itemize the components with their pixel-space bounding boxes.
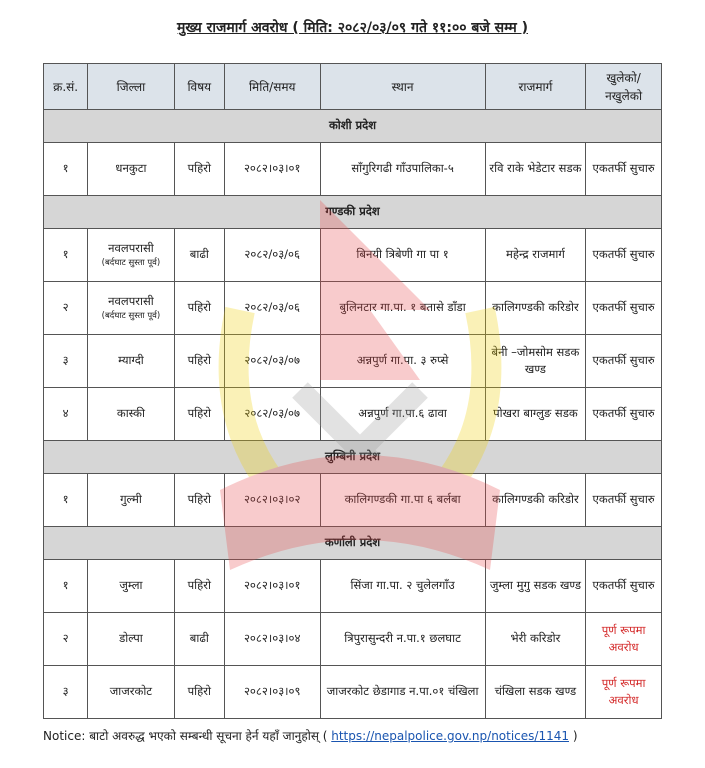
cell-sn xyxy=(44,613,88,666)
cell-sn xyxy=(44,666,88,719)
status-text: एकतर्फी सुचारु xyxy=(592,161,655,176)
cell-date xyxy=(224,229,320,282)
sn-text: १ xyxy=(62,161,69,176)
place-text: साँगुरिगढी गाँउपालिका-५ xyxy=(351,161,454,176)
cell-type xyxy=(174,335,224,388)
highway-text: कालिगण्डकी करिडोर xyxy=(492,492,579,507)
cell-district xyxy=(88,282,174,335)
district-text: जुम्ला xyxy=(119,578,143,593)
type-text: बाढी xyxy=(189,631,209,646)
cell-district xyxy=(88,560,174,613)
highway-text: जुम्ला मुगु सडक खण्ड xyxy=(489,578,582,593)
cell-status xyxy=(586,474,662,527)
table-row xyxy=(44,229,662,282)
cell-type xyxy=(174,560,224,613)
place-text: जाजरकोट छेडागाड न.पा.०१ चंखिला xyxy=(326,684,479,699)
cell-date xyxy=(224,613,320,666)
cell-highway xyxy=(485,474,586,527)
cell-place xyxy=(320,282,485,335)
sn-text: ४ xyxy=(62,406,69,421)
column-header: स्थान xyxy=(320,64,485,110)
cell-date xyxy=(224,282,320,335)
type-text: पहिरो xyxy=(187,353,211,368)
cell-date xyxy=(224,474,320,527)
place-text: अन्नपुर्ण गा.पा. ३ रुप्से xyxy=(356,353,449,368)
date-text: २०८२।०३।०९ xyxy=(243,684,301,699)
status-text: एकतर्फी सुचारु xyxy=(592,492,655,507)
cell-place xyxy=(320,229,485,282)
cell-status xyxy=(586,560,662,613)
district-text: धनकुटा xyxy=(115,161,147,176)
cell-type xyxy=(174,666,224,719)
province-band xyxy=(44,196,662,229)
cell-district xyxy=(88,143,174,196)
cell-sn xyxy=(44,143,88,196)
district-text: गुल्मी xyxy=(120,492,142,507)
cell-date xyxy=(224,560,320,613)
cell-district xyxy=(88,335,174,388)
column-header: क्र.सं. xyxy=(44,64,88,110)
cell-sn xyxy=(44,474,88,527)
district-text: जाजरकोट xyxy=(109,684,153,699)
district-text: कास्की xyxy=(116,406,145,421)
cell-type xyxy=(174,143,224,196)
place-text: बिनयी त्रिबेणी गा पा १ xyxy=(356,247,449,262)
cell-sn xyxy=(44,388,88,441)
cell-sn xyxy=(44,229,88,282)
status-text: एकतर्फी सुचारु xyxy=(592,247,655,262)
cell-status xyxy=(586,335,662,388)
notice-link[interactable]: https://nepalpolice.gov.np/notices/1141 xyxy=(331,729,569,743)
province-band xyxy=(44,110,662,143)
type-text: पहिरो xyxy=(187,406,211,421)
highway-text: भेरी करिडोर xyxy=(510,631,561,646)
table-row xyxy=(44,474,662,527)
cell-place xyxy=(320,335,485,388)
date-text: २०८२/०३/०६ xyxy=(244,247,301,262)
district-note: (बर्दघाट सुस्ता पूर्व) xyxy=(101,258,161,269)
cell-place xyxy=(320,560,485,613)
cell-status xyxy=(586,388,662,441)
highway-text: बेनी –जोमसोम सडक खण्ड xyxy=(491,344,580,376)
sn-text: ३ xyxy=(62,353,69,368)
place-text: अन्नपुर्ण गा.पा.६ ढावा xyxy=(358,406,447,421)
district-text: नवलपरासी xyxy=(108,294,154,308)
cell-place xyxy=(320,388,485,441)
date-text: २०८२।०३।०१ xyxy=(243,161,301,176)
cell-status xyxy=(586,143,662,196)
place-text: त्रिपुरासुन्दरी न.पा.१ छलघाट xyxy=(344,631,461,646)
cell-district xyxy=(88,474,174,527)
status-text: एकतर्फी सुचारु xyxy=(592,578,655,593)
province-name: गण्डकी प्रदेश xyxy=(44,196,662,229)
cell-type xyxy=(174,613,224,666)
province-name: कर्णाली प्रदेश xyxy=(44,527,662,560)
table-row xyxy=(44,613,662,666)
province-name: कोशी प्रदेश xyxy=(44,110,662,143)
place-text: सिंजा गा.पा. २ चुलेलगाँउ xyxy=(350,578,455,593)
status-text: एकतर्फी सुचारु xyxy=(592,406,655,421)
sn-text: ३ xyxy=(62,684,69,699)
highway-text: रवि राके भेडेटार सडक xyxy=(489,161,582,176)
sn-text: २ xyxy=(62,300,69,315)
type-text: पहिरो xyxy=(187,161,211,176)
district-text: नवलपरासी xyxy=(108,241,154,255)
cell-highway xyxy=(485,666,586,719)
date-text: २०८२/०३/०७ xyxy=(244,353,301,368)
type-text: पहिरो xyxy=(187,300,211,315)
cell-status xyxy=(586,613,662,666)
district-text: डोल्पा xyxy=(119,631,143,646)
cell-highway xyxy=(485,388,586,441)
sn-text: १ xyxy=(62,247,69,262)
province-band xyxy=(44,527,662,560)
cell-place xyxy=(320,613,485,666)
cell-place xyxy=(320,666,485,719)
sn-text: १ xyxy=(62,492,69,507)
table-row xyxy=(44,143,662,196)
cell-highway xyxy=(485,229,586,282)
cell-type xyxy=(174,229,224,282)
status-text: पूर्ण रूपमा अवरोध xyxy=(601,622,646,654)
highway-text: पोखरा बाग्लुङ सडक xyxy=(493,406,578,421)
status-text: पूर्ण रूपमा अवरोध xyxy=(601,675,646,707)
date-text: २०८२/०३/०६ xyxy=(244,300,301,315)
cell-highway xyxy=(485,143,586,196)
column-header: जिल्ला xyxy=(88,64,174,110)
date-text: २०८२/०३/०७ xyxy=(244,406,301,421)
table-row xyxy=(44,388,662,441)
cell-district xyxy=(88,666,174,719)
notice: Notice: बाटो अवरुद्ध भएको सम्बन्धी सूचना हेर्न यहाँ जानुहोस् ( https://nepalpolice.gov.np/notices/1141 ) xyxy=(43,729,578,743)
place-text: कालिगण्डकी गा.पा ६ बर्लबा xyxy=(344,492,461,507)
highway-text: चंखिला सडक खण्ड xyxy=(494,684,577,699)
cell-date xyxy=(224,143,320,196)
cell-date xyxy=(224,388,320,441)
province-band xyxy=(44,441,662,474)
sn-text: २ xyxy=(62,631,69,646)
cell-status xyxy=(586,282,662,335)
cell-district xyxy=(88,613,174,666)
cell-date xyxy=(224,666,320,719)
page-title: मुख्य राजमार्ग अवरोध ( मिति: २०८२/०३/०९ गते ११:०० बजे सम्म ) xyxy=(177,20,528,36)
cell-sn xyxy=(44,282,88,335)
status-text: एकतर्फी सुचारु xyxy=(592,300,655,315)
cell-date xyxy=(224,335,320,388)
cell-highway xyxy=(485,282,586,335)
cell-status xyxy=(586,666,662,719)
cell-place xyxy=(320,474,485,527)
cell-status xyxy=(586,229,662,282)
date-text: २०८२।०३।०१ xyxy=(243,578,301,593)
cell-type xyxy=(174,474,224,527)
date-text: २०८२।०३।०२ xyxy=(243,492,301,507)
table-row xyxy=(44,666,662,719)
column-header: विषय xyxy=(174,64,224,110)
cell-sn xyxy=(44,560,88,613)
column-header: मिति/समय xyxy=(224,64,320,110)
cell-sn xyxy=(44,335,88,388)
highway-text: महेन्द्र राजमार्ग xyxy=(506,247,565,262)
type-text: पहिरो xyxy=(187,684,211,699)
table-row xyxy=(44,560,662,613)
status-text: एकतर्फी सुचारु xyxy=(592,353,655,368)
column-header: राजमार्ग xyxy=(485,64,586,110)
date-text: २०८२।०३।०४ xyxy=(243,631,301,646)
district-note: (बर्दघाट सुस्ता पूर्व) xyxy=(101,311,161,322)
cell-highway xyxy=(485,335,586,388)
cell-district xyxy=(88,229,174,282)
province-name: लुम्बिनी प्रदेश xyxy=(44,441,662,474)
highway-text: कालिगण्डकी करिडोर xyxy=(492,300,579,315)
cell-district xyxy=(88,388,174,441)
district-text: म्याग्दी xyxy=(118,353,144,368)
table-row xyxy=(44,335,662,388)
table-row xyxy=(44,282,662,335)
column-header: खुलेको/ नखुलेको xyxy=(586,64,662,110)
sn-text: १ xyxy=(62,578,69,593)
cell-type xyxy=(174,282,224,335)
type-text: बाढी xyxy=(189,247,209,262)
place-text: बुलिनटार गा.पा. १ बतासे डाँडा xyxy=(339,300,466,315)
type-text: पहिरो xyxy=(187,492,211,507)
highway-obstruction-table xyxy=(43,63,662,719)
cell-highway xyxy=(485,560,586,613)
cell-place xyxy=(320,143,485,196)
cell-type xyxy=(174,388,224,441)
cell-highway xyxy=(485,613,586,666)
type-text: पहिरो xyxy=(187,578,211,593)
